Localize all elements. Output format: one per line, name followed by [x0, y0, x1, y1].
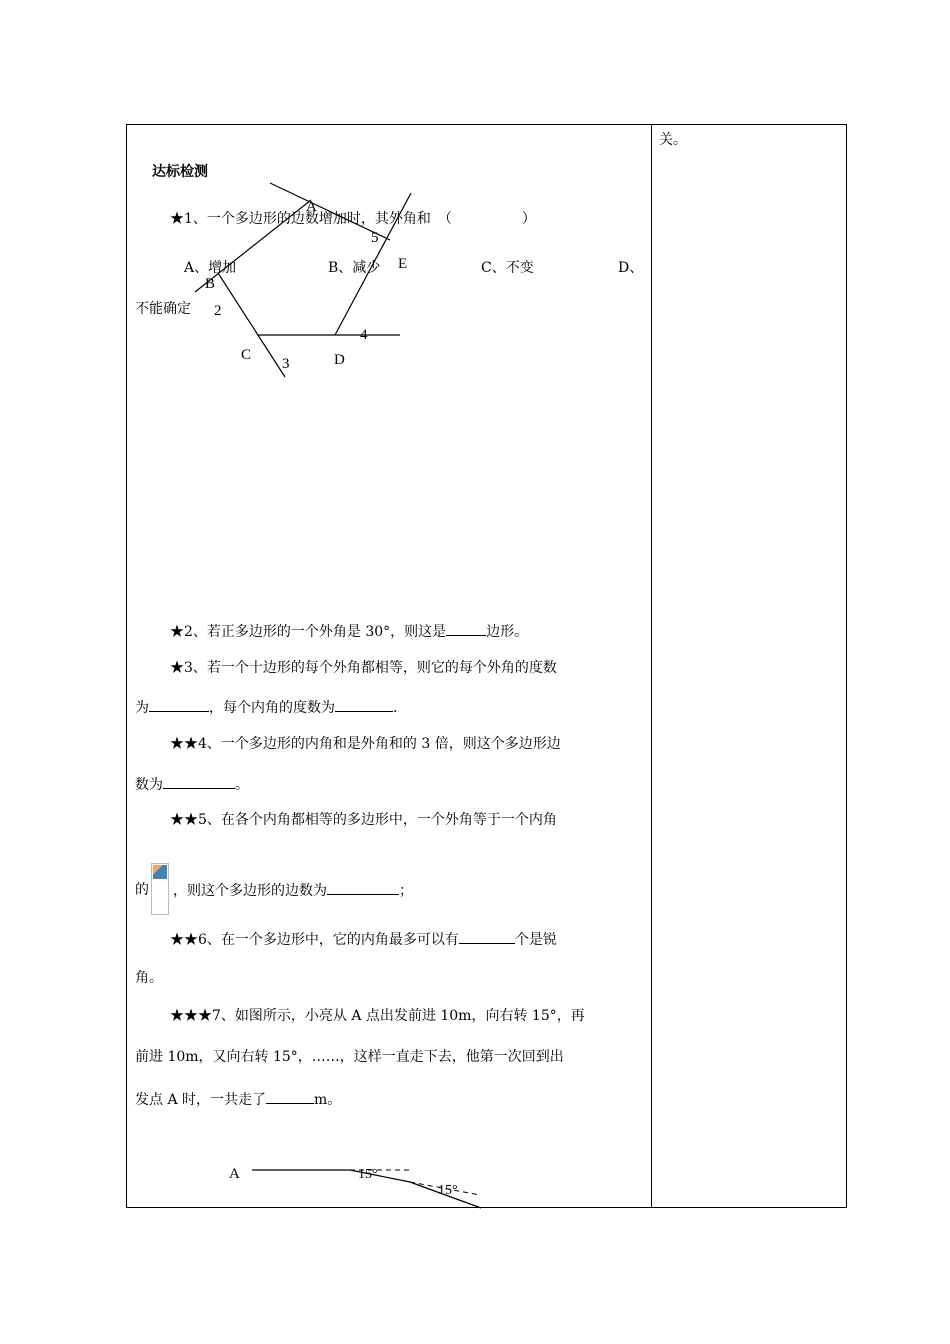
q6-prefix: ★★6、在一个多边形中，它的内角最多可以有 — [170, 932, 459, 948]
vertex-a-label: A — [306, 199, 317, 215]
side-note: 关。 — [659, 132, 687, 148]
q1-option-a: A、增加 — [184, 260, 237, 276]
q1-stem: ★1、一个多边形的边数增加时，其外角和 （ ） — [170, 211, 536, 227]
q4-line2-suffix: 。 — [235, 777, 249, 793]
q6-suffix: 个是锐 — [514, 932, 557, 948]
q7-line2: 前进 10m，又向右转 15°，……，这样一直走下去，他第一次回到出 — [135, 1049, 564, 1065]
q3-line1: ★3、若一个十边形的每个外角都相等，则它的每个外角的度数 — [170, 660, 557, 676]
q5-line2-prefix: 的 — [135, 882, 149, 898]
q1-option-d: D、 — [618, 260, 644, 276]
vertex-e-label: E — [398, 256, 408, 272]
q6-line2: 角。 — [135, 970, 163, 986]
q7-line3-prefix: 发点 A 时，一共走了 — [135, 1092, 267, 1108]
q1-option-c: C、不变 — [481, 260, 534, 276]
q2-suffix: 边形。 — [486, 624, 529, 640]
path-angle2-label: 15° — [438, 1183, 458, 1198]
q5-line1: ★★5、在各个内角都相等的多边形中，一个外角等于一个内角 — [170, 812, 557, 828]
q2-prefix: ★2、若正多边形的一个外角是 30°，则这是 — [170, 624, 447, 640]
q4-line2-prefix: 数为 — [135, 777, 163, 793]
vertex-b-label: B — [205, 276, 216, 292]
q4-line1: ★★4、一个多边形的内角和是外角和的 3 倍，则这个多边形边 — [170, 736, 561, 752]
q7-line3-suffix: m。 — [314, 1092, 342, 1108]
angle-3-label: 3 — [282, 356, 290, 372]
q1-option-d-cont: 不能确定 — [135, 301, 191, 317]
q7-line1: ★★★7、如图所示，小亮从 A 点出发前进 10m，向右转 15°，再 — [170, 1008, 585, 1024]
vertex-c-label: C — [241, 347, 252, 363]
angle-2-label: 2 — [214, 303, 222, 319]
path-angle1-label: 15° — [358, 1167, 378, 1182]
angle-5-label: 5 — [371, 230, 379, 246]
q5-line2-suffix: ； — [399, 883, 413, 899]
q3-line2-prefix: 为 — [135, 700, 149, 716]
angle-4-label: 4 — [360, 327, 368, 343]
q3-line2-suffix: . — [393, 700, 398, 716]
vertex-d-label: D — [334, 352, 345, 368]
section-title: 达标检测 — [152, 164, 208, 180]
q5-line2-mid: ，则这个多边形的边数为 — [173, 883, 327, 899]
path-start-label: A — [229, 1166, 240, 1182]
q1-option-b: B、减少 — [328, 260, 381, 276]
q3-line2-mid: ，每个内角的度数为 — [209, 700, 335, 716]
